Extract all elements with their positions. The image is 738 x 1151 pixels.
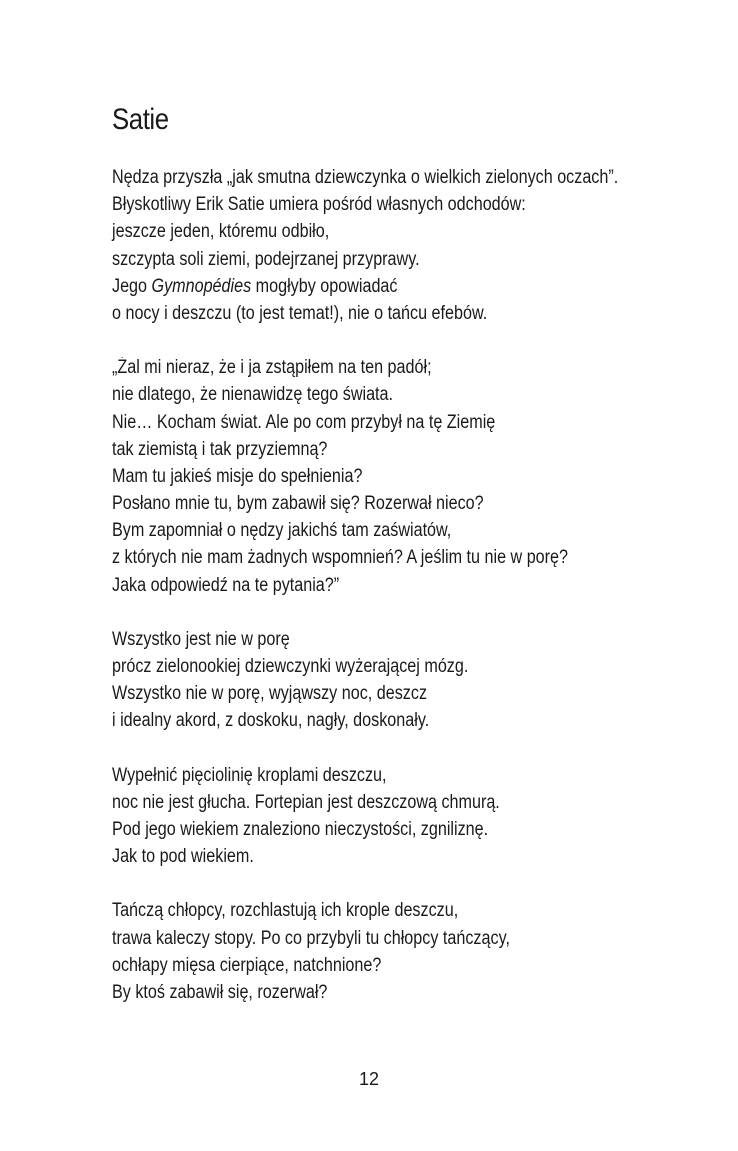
stanza-3 xyxy=(112,626,708,735)
poem-line: Pod jego wiekiem znaleziono nieczystości, zgniliznę. xyxy=(112,818,489,840)
poem-line: Nie… Kocham świat. Ale po com przybył na tę Ziemię xyxy=(112,411,496,433)
poem-body xyxy=(112,164,708,1033)
italic-work-title: Gymnopédies xyxy=(151,275,252,297)
stanza-5 xyxy=(112,897,708,1006)
poem-line: trawa kaleczy stopy. Po co przybyli tu chłopcy tańczący, xyxy=(112,927,510,949)
page-number: 12 xyxy=(358,1069,380,1089)
poem-line: Wypełnić pięciolinię kroplami deszczu, xyxy=(112,764,387,786)
poem-line: Mam tu jakieś misje do spełnienia? xyxy=(112,465,363,487)
poem-line: Tańczą chłopcy, rozchlastują ich krople deszczu, xyxy=(112,900,459,922)
poem-line: prócz zielonookiej dziewczynki wyżerającej mózg. xyxy=(112,656,469,677)
poem-line: szczypta soli ziemi, podejrzanej przyprawy. xyxy=(112,248,420,270)
stanza-1 xyxy=(112,164,708,327)
poem-line: Jaka odpowiedź na te pytania?” xyxy=(112,574,340,596)
poem-title: Satie xyxy=(112,103,169,136)
poem-line: Jak to pod wiekiem. xyxy=(112,846,254,868)
poem-line: By ktoś zabawił się, rozerwał? xyxy=(112,981,328,1003)
poem-line: nie dlatego, że nienawidzę tego świata. xyxy=(112,384,394,406)
stanza-2 xyxy=(112,354,708,599)
poem-line: ochłapy mięsa cierpiące, natchnione? xyxy=(112,954,382,976)
poem-line: Wszystko nie w porę, wyjąwszy noc, deszcz xyxy=(112,683,428,705)
poem-line: jeszcze jeden, któremu odbiło, xyxy=(112,221,330,243)
poem-line: Nędza przyszła „jak smutna dziewczynka o wielkich zielonych oczach”. xyxy=(112,167,619,188)
poem-line: o nocy i deszczu (to jest temat!), nie o tańcu efebów. xyxy=(112,302,488,324)
poem-line xyxy=(112,273,618,300)
poem-line: Posłano mnie tu, bym zabawił się? Rozerwał nieco? xyxy=(112,493,484,515)
poem-line: noc nie jest głucha. Fortepian jest deszczową chmurą. xyxy=(112,791,500,813)
line-segment: mogłyby opowiadać xyxy=(251,275,398,297)
poem-line: z których nie mam żadnych wspomnień? A jeślim tu nie w porę? xyxy=(112,547,569,569)
line-segment: Jego xyxy=(112,275,152,297)
poem-line: tak ziemistą i tak przyziemną? xyxy=(112,438,328,460)
poem-line: „Żal mi nieraz, że i ja zstąpiłem na ten padół; xyxy=(112,357,432,379)
poem-line: Błyskotliwy Erik Satie umiera pośród własnych odchodów: xyxy=(112,194,526,216)
poem-line: Wszystko jest nie w porę xyxy=(112,628,290,650)
poem-line: i idealny akord, z doskoku, nagły, doskonały. xyxy=(112,710,430,732)
poem-line: Bym zapomniał o nędzy jakichś tam zaświatów, xyxy=(112,520,452,542)
stanza-4 xyxy=(112,762,708,871)
